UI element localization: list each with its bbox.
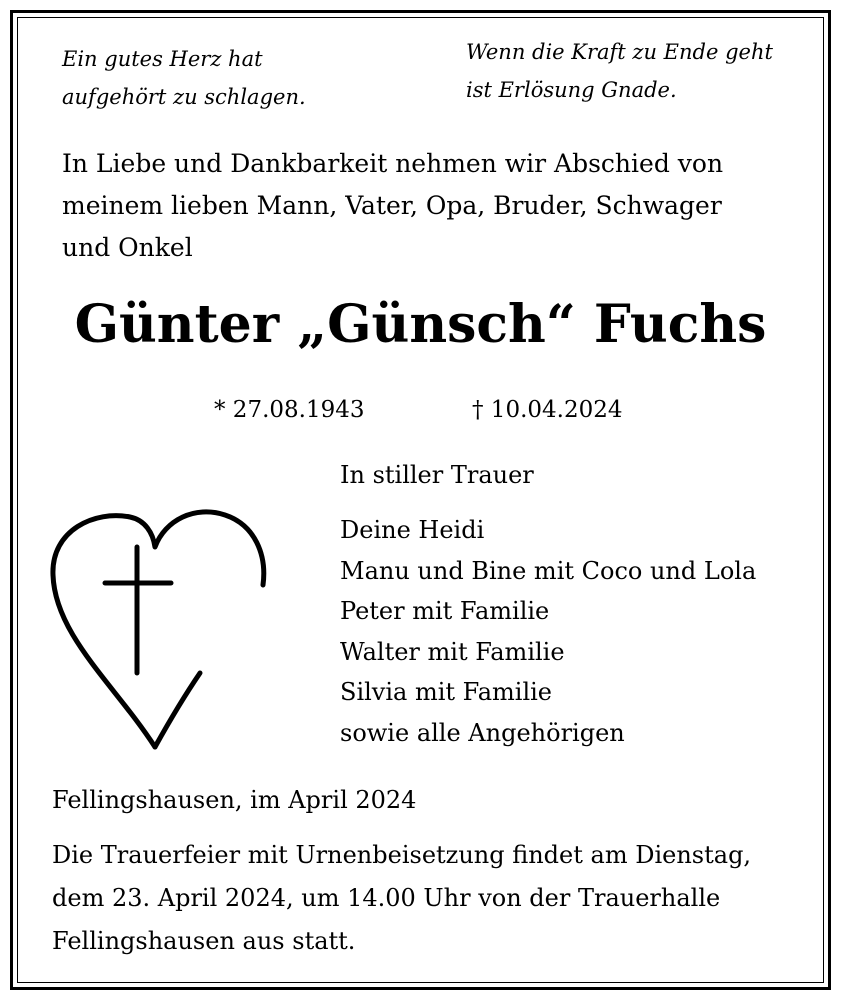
ceremony-line: Die Trauerfeier mit Urnenbeisetzung findet am Dienstag, [52,841,752,869]
ceremony-line: Fellingshausen aus statt. [52,927,356,955]
mourning-heading: In stiller Trauer [340,461,534,489]
quote-right-line: ist Erlösung Gnade. [466,78,677,102]
heart-lower-right [155,673,200,747]
ceremony-line: dem 23. April 2024, um 14.00 Uhr von der Trauerhalle [52,884,721,912]
birth-date: * 27.08.1943 [214,397,365,423]
deceased-name: Günter „Günsch“ Fuchs [74,294,767,355]
quote-left [62,40,306,116]
quote-left-line: Ein gutes Herz hat [62,47,263,71]
quote-right-line: Wenn die Kraft zu Ende geht [466,40,773,64]
intro-line: In Liebe und Dankbarkeit nehmen wir Abschied von [62,149,724,178]
mourner-entry: Deine Heidi [340,516,485,544]
mourner-entry: Walter mit Familie [340,637,565,666]
mourner-entry: Peter mit Familie [340,597,550,626]
mourner-entry: sowie alle Angehörigen [340,718,625,747]
intro-text [62,143,723,269]
heart-outline [53,512,264,747]
death-date: † 10.04.2024 [472,397,623,423]
intro-line: und Onkel [62,233,193,262]
heart-with-cross-icon [45,505,275,755]
mourner-entry: Silvia mit Familie [340,678,552,707]
mourners-list [340,510,756,754]
place-and-date: Fellingshausen, im April 2024 [52,786,417,814]
mourner-entry: Manu und Bine mit Coco und Lola [340,556,757,585]
quote-left-line: aufgehört zu schlagen. [62,85,306,109]
quote-right [466,33,773,109]
ceremony-notice [52,834,751,963]
intro-line: meinem lieben Mann, Vater, Opa, Bruder, Schwager [62,191,722,220]
